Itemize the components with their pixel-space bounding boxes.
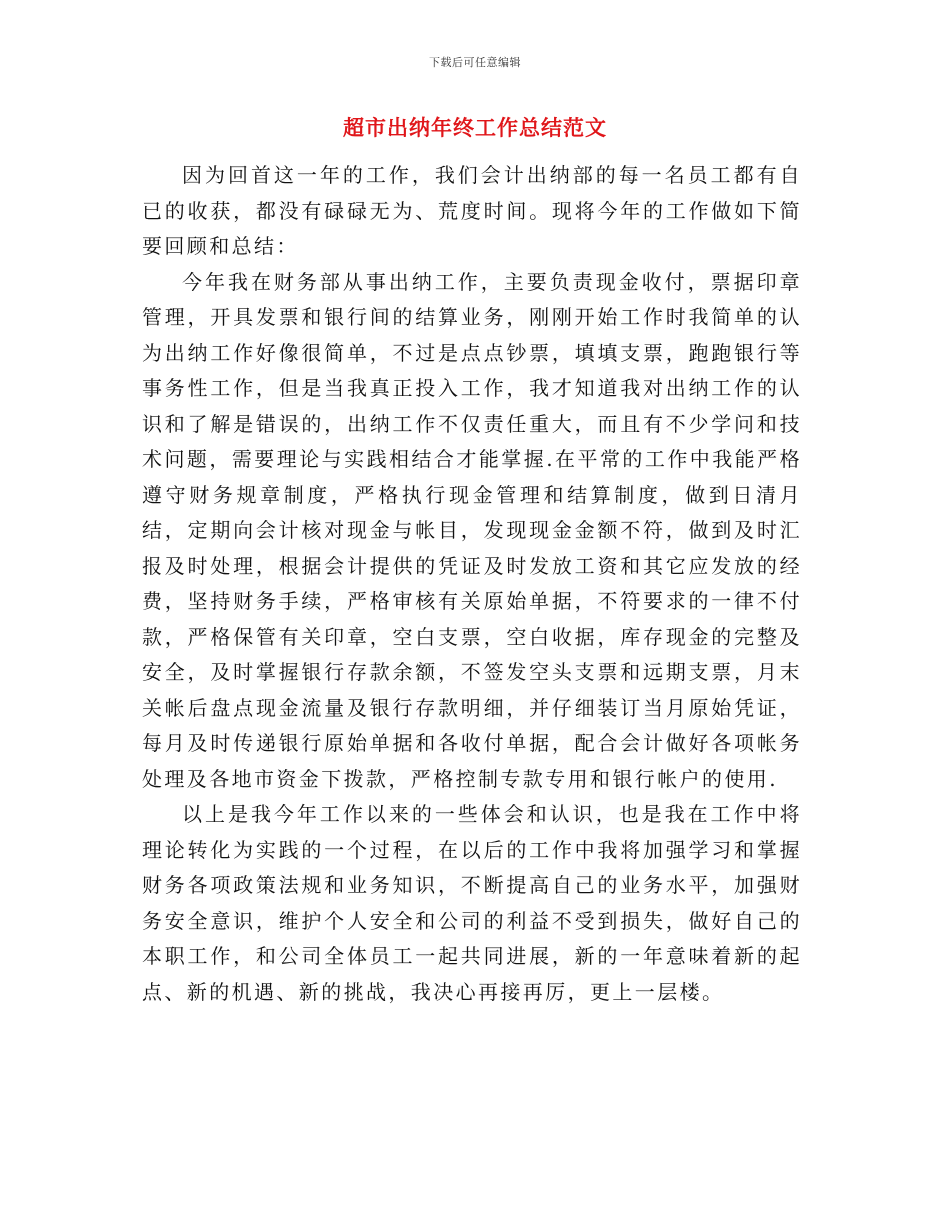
paragraph-intro: 因为回首这一年的工作，我们会计出纳部的每一名员工都有自已的收获，都没有碌碌无为、荒度时间。现将今年的工作做如下简要回顾和总结： (142, 163, 802, 258)
paragraph-work-details: 今年我在财务部从事出纳工作，主要负责现金收付，票据印章管理，开具发票和银行间的结算业务，刚刚开始工作时我简单的认为出纳工作好像很简单，不过是点点钞票，填填支票，跑跑银行等事务性工作，但是当我真正投入工作，我才知道我对出纳工作的认识和了解是错误的，出纳工作不仅责任重大，而且有不少学问和技术问题，需要理论与实践相结合才能掌握.在平常的工作中我能严格遵守财务规章制度，严格执行现金管理和结算制度，做到日清月结，定期向会计核对现金与帐目，发现现金金额不符，做到及时汇报及时处理，根据会计提供的凭证及时发放工资和其它应发放的经费，坚持财务手续，严格审核有关原始单据，不符要求的一律不付款，严格保管有关印章，空白支票，空白收据，库存现金的完整及安全，及时掌握银行存款余额，不签发空头支票和远期支票，月末关帐后盘点现金流量及银行存款明细，并仔细装订当月原始凭证，每月及时传递银行原始单据和各收付单据，配合会计做好各项帐务处理及各地市资金下拨款，严格控制专款专用和银行帐户的使用. (142, 269, 802, 791)
paragraph-conclusion: 以上是我今年工作以来的一些体会和认识，也是我在工作中将理论转化为实践的一个过程，在以后的工作中我将加强学习和掌握财务各项政策法规和业务知识，不断提高自己的业务水平，加强财务安全意识，维护个人安全和公司的利益不受到损失，做好自己的本职工作，和公司全体员工一起共同进展，新的一年意味着新的起点、新的机遇、新的挑战，我决心再接再厉，更上一层楼。 (142, 802, 802, 1004)
header-note: 下载后可任意编辑 (429, 56, 521, 69)
document-title: 超市出纳年终工作总结范文 (343, 115, 607, 140)
document-body (142, 158, 802, 1010)
